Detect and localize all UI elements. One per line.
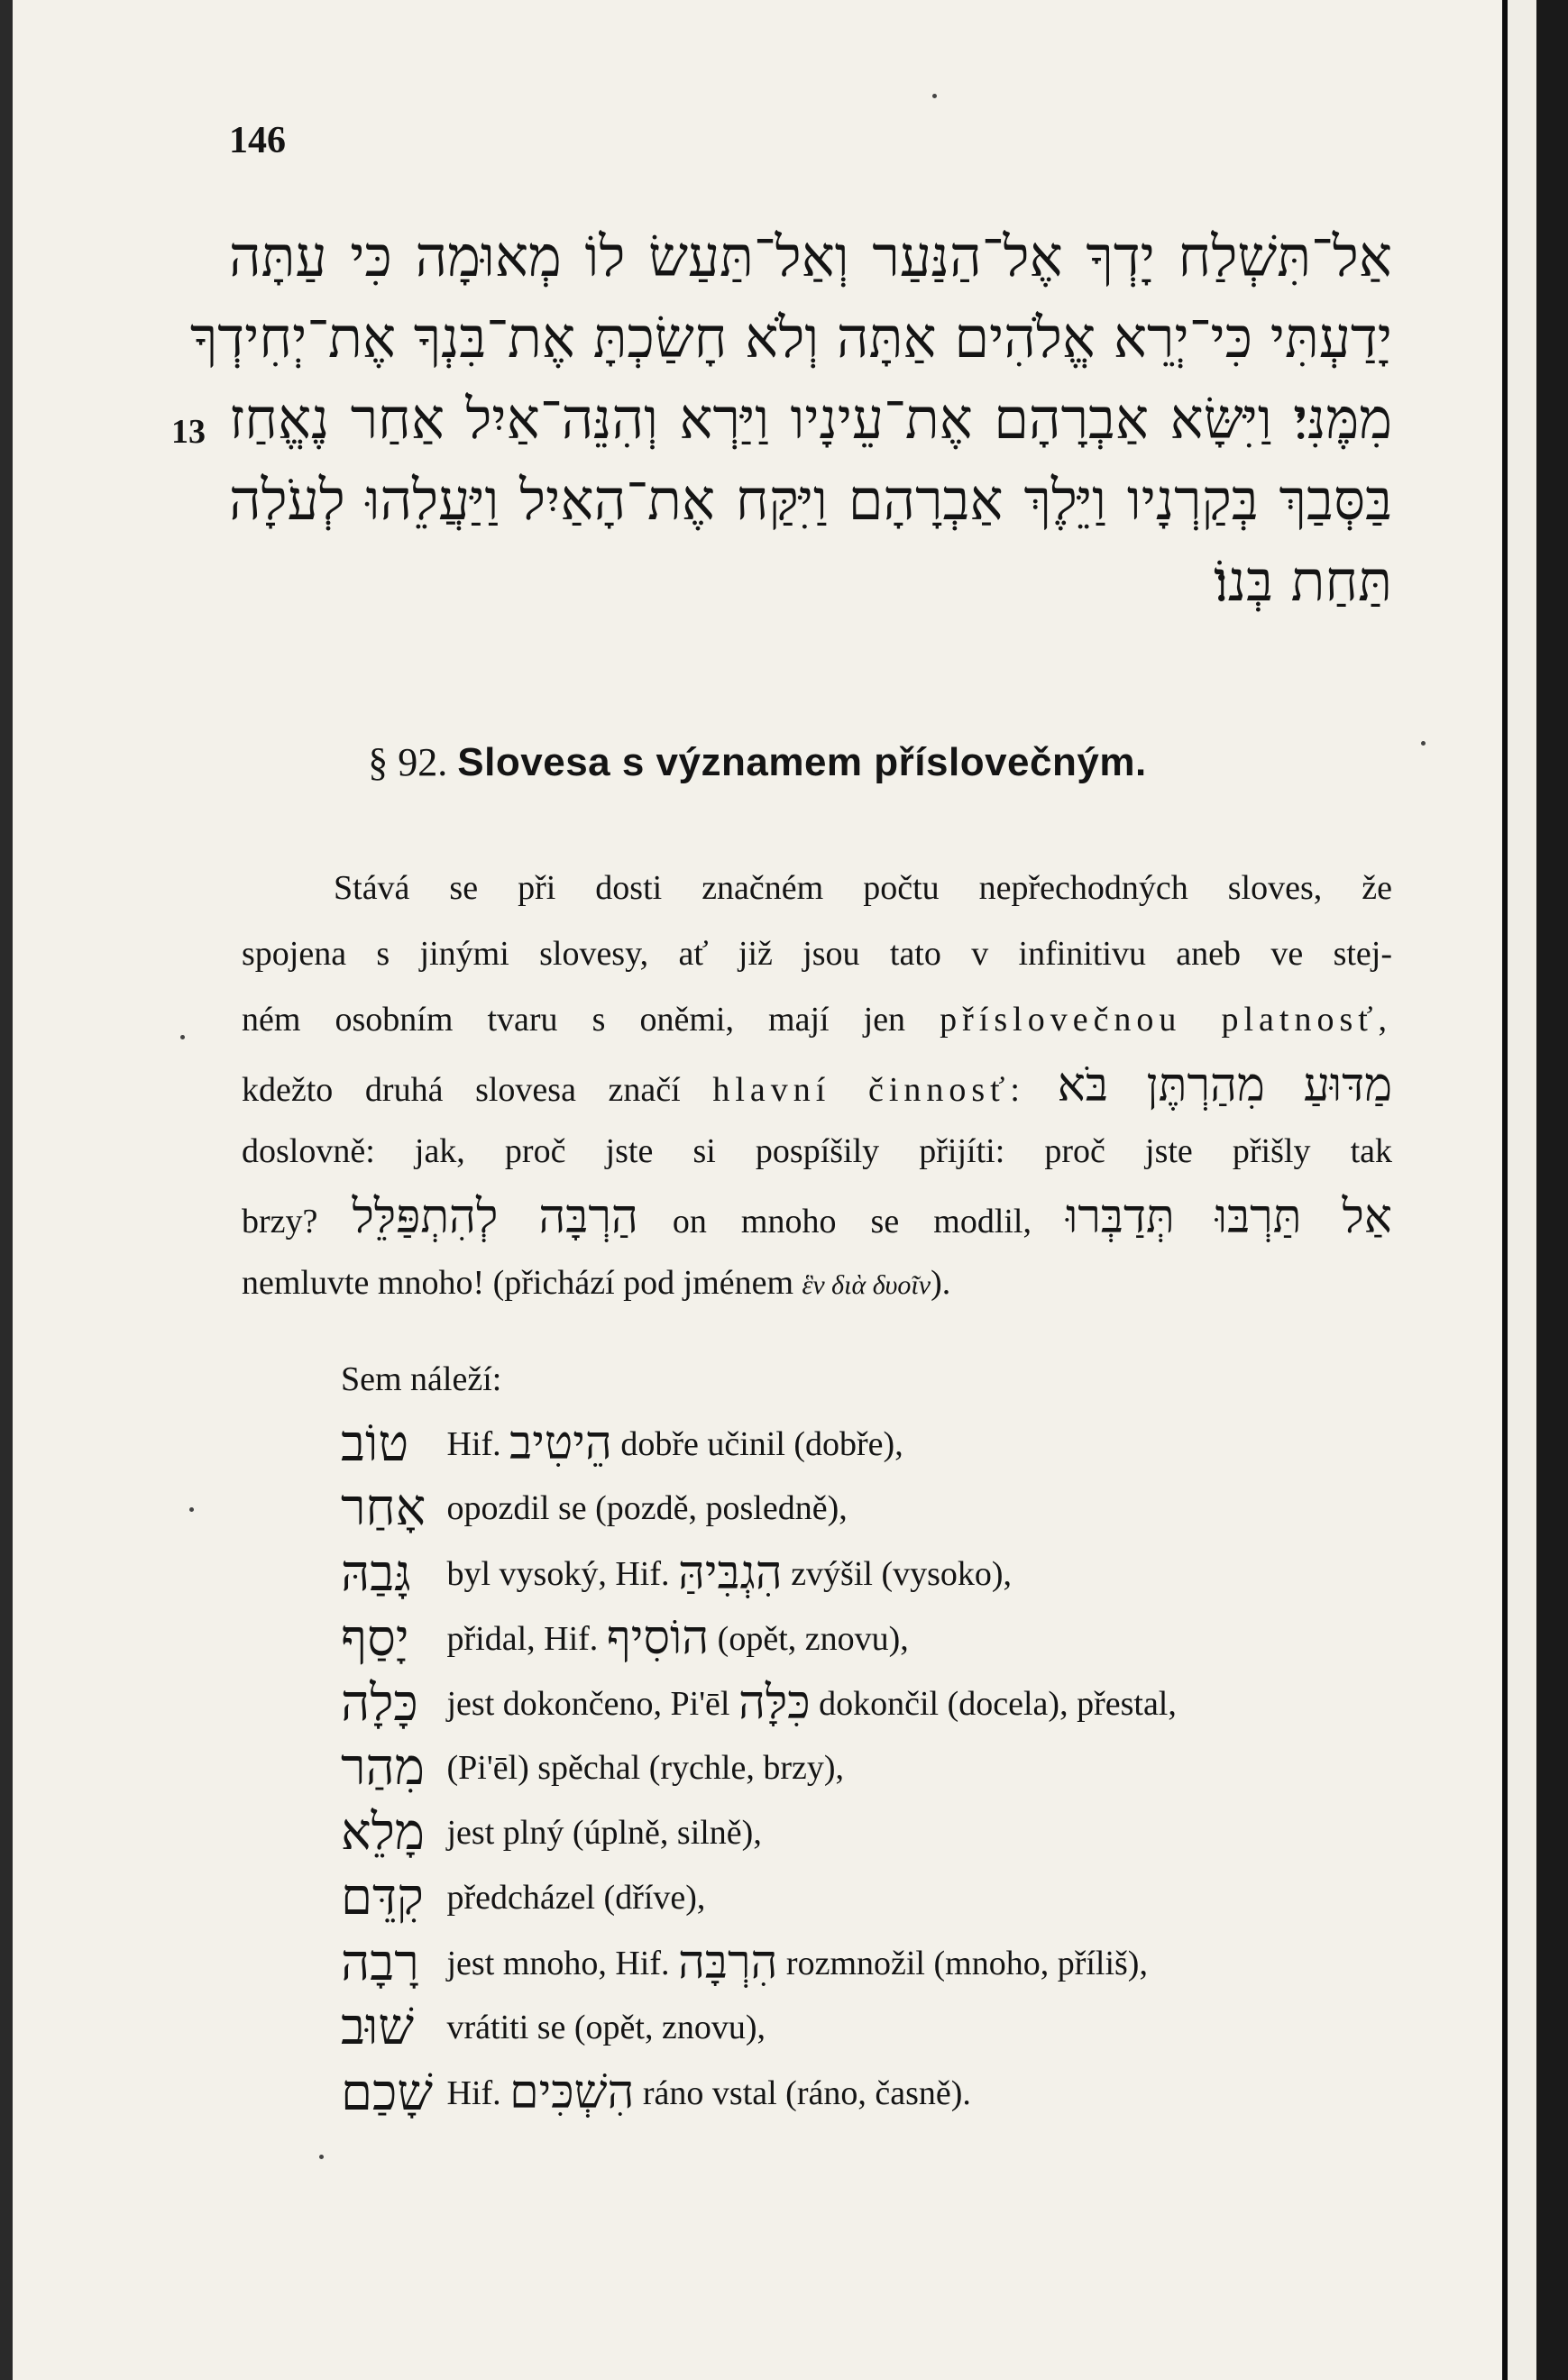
section-sign: § 92. (368, 740, 448, 784)
paragraph-text: brzy? (242, 1203, 318, 1240)
hebrew-line-3: מִמֶּנִּי׃ וַיִּשָּׂא אַבְרָהָם אֶת־עֵינָיו וַיַּרְא וְהִנֵּה־אַיִל אַחַר נֶאֱחַז (229, 386, 1392, 452)
spaced-text: příslovečnou platnosť, (940, 1001, 1393, 1039)
headword: קִדֵּם (341, 1868, 424, 1927)
list-item (341, 1933, 1423, 1992)
headword: שׁוּב (341, 1998, 414, 2056)
entry-text: zvýšil (vysoko), (791, 1555, 1013, 1593)
entry-text: přidal, Hif. (446, 1620, 599, 1658)
list-heading: Sem náleží: (341, 1360, 502, 1398)
book-page (13, 0, 1502, 2380)
hebrew-form: הִגְבִּיהַּ (678, 1546, 783, 1600)
speck (180, 1035, 185, 1039)
section-title: Slovesa s významem příslovečným. (457, 740, 1147, 784)
paragraph-line: spojena s jinými slovesy, ať již jsou tato v infinitivu aneb ve stej- (242, 935, 1392, 973)
hebrew-example: הַרְבָּה לְהִתְפַּלֵּל (352, 1190, 638, 1244)
list-item (341, 1414, 1423, 1473)
hebrew-form: הִשְׁכִּים (509, 2065, 635, 2119)
hebrew-example: מַדּוּעַ מִהַרְתֶּן בֹּא (1057, 1058, 1393, 1112)
list-item (341, 1738, 1423, 1798)
paragraph-text: nemluvte mnoho! (přichází pod jménem (242, 1264, 794, 1302)
entry-text: (opět, znovu), (717, 1620, 909, 1658)
hebrew-form: כִּלָּה (738, 1676, 811, 1730)
headword: כָּלָה (341, 1674, 418, 1733)
entry-text: ráno vstal (ráno, časně). (642, 2074, 971, 2112)
paragraph-line (242, 990, 1392, 1049)
hebrew-line-1: אַל־תִּשְׁלַח יָדְךָ אֶל־הַנַּעַר וְאַל־תַּעַשׂ לוֹ מְאוּמָה כִּי עַתָּה (229, 224, 1392, 289)
headword: טוֹב (341, 1414, 409, 1473)
entry-text: byl vysoký, Hif. (446, 1555, 670, 1593)
entry-text: jest mnoho, Hif. (446, 1945, 670, 1982)
paragraph-text: ném osobním tvaru s oněmi, mají jen (242, 1001, 906, 1039)
entry-text: rozmnožil (mnoho, příliš), (785, 1945, 1148, 1982)
speck (189, 1507, 194, 1512)
page-number: 146 (229, 120, 286, 161)
hebrew-form: הֵיטִיב (509, 1416, 612, 1470)
headword: רָבָה (341, 1934, 419, 1992)
hebrew-form: הִרְבָּה (677, 1936, 778, 1990)
paragraph-line (242, 1253, 1392, 1313)
book-edge (1502, 0, 1568, 2380)
entry-text: dobře učinil (dobře), (620, 1425, 903, 1463)
verse-number: 13 (171, 413, 206, 451)
list-item (341, 1868, 1423, 1927)
entry-text: předcházel (dříve), (446, 1879, 706, 1917)
greek-term: ἓν διὰ δυοῖν (802, 1270, 931, 1300)
hebrew-line-5: תַּחַת בְּנוֹ׃ (1214, 548, 1392, 614)
entry-text: jest plný (úplně, silně), (446, 1814, 762, 1852)
entry-text: jest dokončeno, Pi'ēl (446, 1685, 730, 1723)
speck (932, 94, 937, 98)
list-item (341, 1543, 1423, 1603)
headword: גָּבַהּ (341, 1544, 411, 1603)
entry-text: Hif. (446, 1425, 501, 1463)
list-item (341, 2063, 1423, 2122)
paragraph-line: Stává se při dosti značném počtu nepřechodných sloves, že (334, 869, 1392, 907)
headword: מִהַר (341, 1738, 425, 1797)
entry-text: (Pi'ēl) spěchal (rychle, brzy), (446, 1749, 844, 1787)
paragraph-line (242, 1187, 1392, 1247)
entry-text: vrátiti se (opět, znovu), (446, 2009, 766, 2046)
hebrew-form: הוֹסִיף (606, 1611, 710, 1665)
headword: אָחַר (341, 1478, 426, 1537)
entry-text: dokončil (docela), přestal, (819, 1685, 1177, 1723)
paragraph-text: on mnoho se modlil, (672, 1203, 1032, 1240)
paragraph-line (242, 1056, 1392, 1115)
paragraph-line: doslovně: jak, proč jste si pospíšily přijíti: proč jste přišly tak (242, 1132, 1392, 1170)
paragraph-text: ). (931, 1264, 951, 1302)
speck (1421, 741, 1426, 746)
list-item (341, 1608, 1423, 1668)
section-heading (13, 739, 1502, 785)
list-item (341, 1478, 1423, 1538)
headword: מָלֵא (341, 1803, 425, 1862)
speck (319, 2155, 324, 2159)
entry-text: Hif. (446, 2074, 501, 2112)
entry-text: opozdil se (pozdě, posledně), (446, 1489, 848, 1527)
spaced-text: hlavní činnosť: (712, 1071, 1025, 1109)
list-item (341, 1998, 1423, 2057)
list-item (341, 1673, 1423, 1733)
hebrew-line-2: יָדַעְתִּי כִּי־יְרֵא אֱלֹהִים אַתָּה וְלֹא חָשַׂכְתָּ אֶת־בִּנְךָ אֶת־יְחִידְךָ (189, 305, 1392, 371)
headword: יָסַף (341, 1609, 409, 1668)
headword: שָׁכַם (341, 2064, 433, 2122)
hebrew-line-4: בַּסְּבַךְ בְּקַרְנָיו וַיֵּלֶךְ אַבְרָהָם וַיִּקַּח אֶת־הָאַיִל וַיַּעֲלֵהוּ לְעֹלָה (229, 467, 1392, 533)
hebrew-example: אַל תַּרְבּוּ תְּדַבְּרוּ (1066, 1190, 1393, 1244)
list-item (341, 1803, 1423, 1863)
paragraph-text: kdežto druhá slovesa značí (242, 1071, 681, 1109)
